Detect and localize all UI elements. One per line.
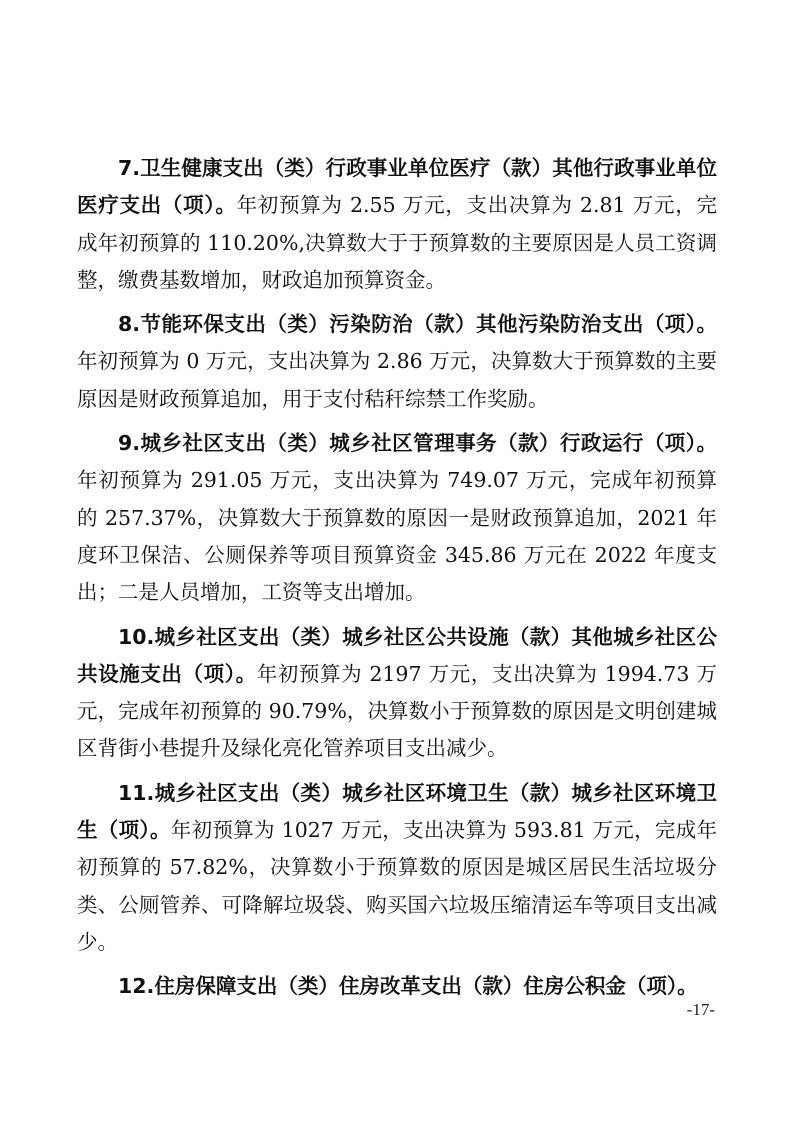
item-heading: 7.卫生健康支出（类）行政事业单位医疗（款）其他行政事业单位医疗支出（项）。 bbox=[77, 156, 717, 218]
paragraph-9 bbox=[77, 425, 717, 611]
body-text bbox=[77, 150, 717, 1013]
item-body: 年初预算为 2197 万元，支出决算为 1994.73 万元，完成年初预算的 90.79%，决算数小于预算数的原因是文明创建城区背街小巷提升及绿化亮化管养项目支出减少。 bbox=[77, 661, 717, 761]
item-heading: 8.节能环保支出（类）污染防治（款）其他污染防治支出（项）。 bbox=[118, 312, 717, 337]
item-body: 年初预算为 0 万元，支出决算为 2.86 万元，决算数大于预算数的主要原因是财政预算追加，用于支付秸秆综禁工作奖励。 bbox=[77, 349, 717, 411]
item-heading: 9.城乡社区支出（类）城乡社区管理事务（款）行政运行（项）。 bbox=[118, 431, 717, 456]
paragraph-8 bbox=[77, 306, 717, 418]
item-body: 年初预算为 291.05 万元，支出决算为 749.07 万元，完成年初预算的 257.37%，决算数大于预算数的原因一是财政预算追加，2021 年度环卫保洁、公厕保养等项目预算资金 345.86 万元在 2022 年度支出；二是人员增加，工资等支出增加。 bbox=[77, 468, 717, 605]
page-number: -17- bbox=[686, 1000, 715, 1019]
paragraph-7 bbox=[77, 150, 717, 299]
paragraph-11 bbox=[77, 775, 717, 961]
item-heading: 12.住房保障支出（类）住房改革支出（款）住房公积金（项）。 bbox=[118, 974, 698, 999]
item-body: 年初预算为 1027 万元，支出决算为 593.81 万元，完成年初预算的 57.82%，决算数小于预算数的原因是城区居民生活垃圾分类、公厕管养、可降解垃圾袋、购买国六垃圾压缩清运车等项目支出减少。 bbox=[77, 818, 718, 954]
paragraph-10 bbox=[77, 619, 717, 768]
item-heading: 11.城乡社区支出（类）城乡社区环境卫生（款）城乡社区环境卫生（项）。 bbox=[77, 780, 717, 843]
item-body: 年初预算为 2.55 万元，支出决算为 2.81 万元，完成年初预算的 110.20%,决算数大于于预算数的主要原因是人员工资调整，缴费基数增加，财政追加预算资金。 bbox=[77, 193, 717, 292]
item-heading: 10.城乡社区支出（类）城乡社区公共设施（款）其他城乡社区公共设施支出（项）。 bbox=[77, 624, 717, 686]
paragraph-12 bbox=[77, 968, 717, 1005]
